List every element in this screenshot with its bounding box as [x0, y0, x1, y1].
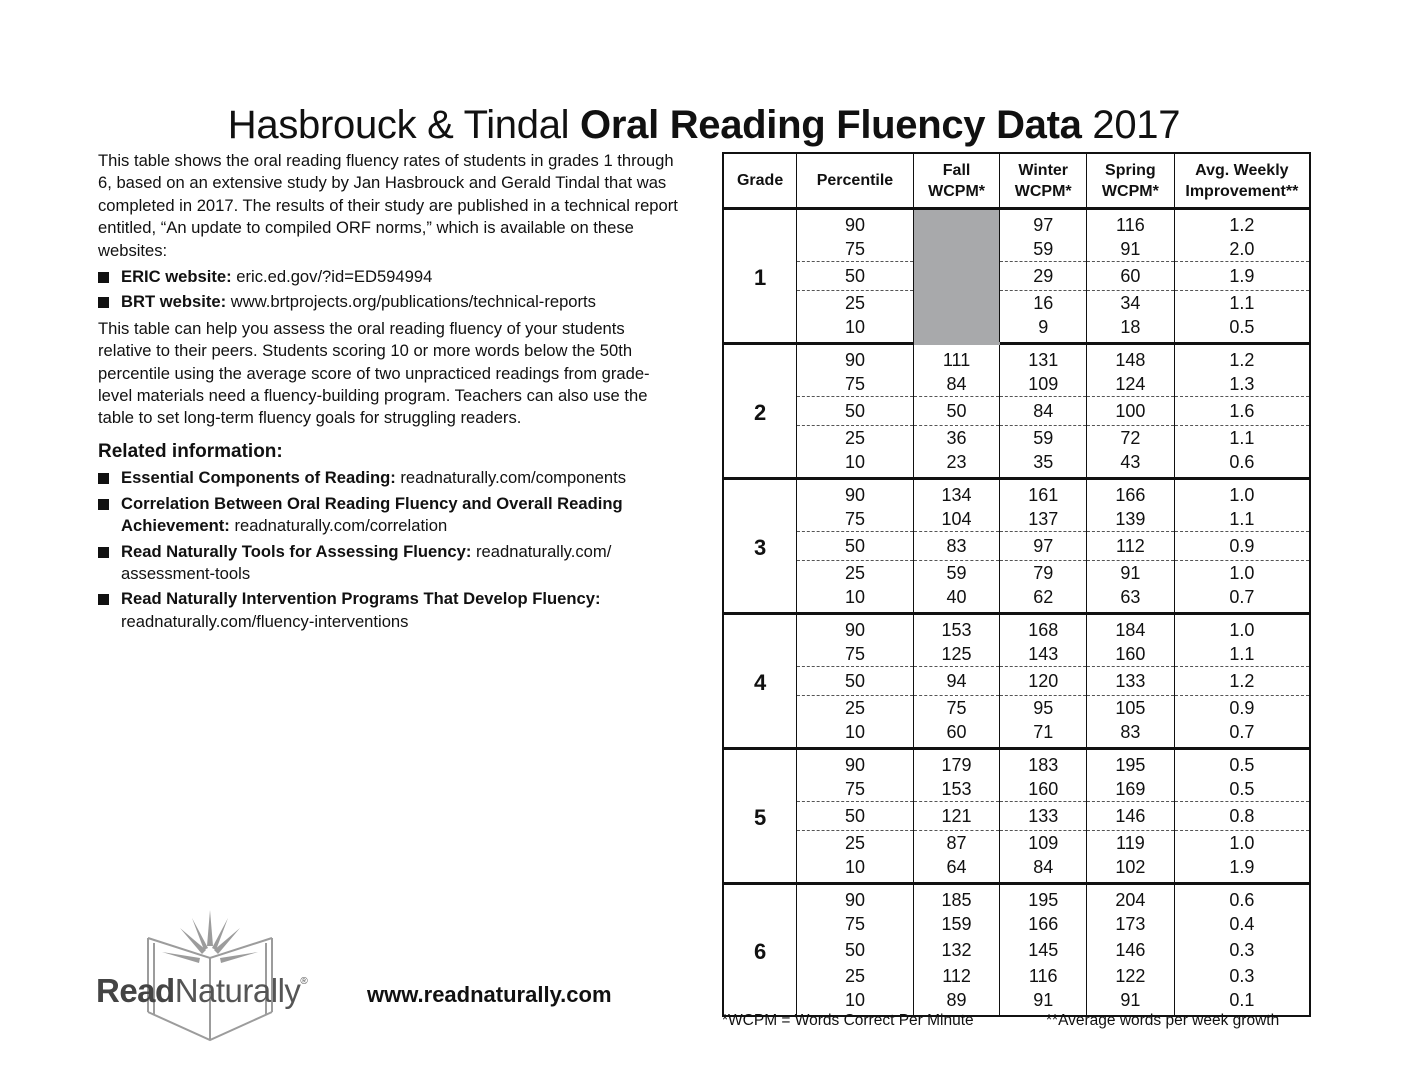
weekly-cell: 0.1 — [1174, 988, 1310, 1016]
spring-cell: 112 — [1087, 532, 1175, 561]
grade-cell: 1 — [723, 209, 797, 344]
footnote-average: **Average words per week growth — [1046, 1012, 1280, 1029]
percentile-cell: 90 — [797, 614, 914, 643]
percentile-cell: 75 — [797, 912, 914, 936]
fall-cell: 36 — [913, 426, 1000, 451]
winter-cell: 97 — [1000, 532, 1087, 561]
header-spring: Spring WCPM* — [1087, 153, 1175, 209]
spring-cell: 91 — [1087, 988, 1175, 1016]
table-row — [723, 749, 1310, 778]
related-item: Read Naturally Intervention Programs That Develop Fluency: readnaturally.com/fluency-interventions — [98, 588, 678, 633]
weekly-cell: 1.0 — [1174, 479, 1310, 508]
table-row — [723, 884, 1310, 913]
fall-cell — [913, 262, 1000, 291]
table-row — [723, 209, 1310, 238]
weekly-cell: 0.7 — [1174, 720, 1310, 749]
table-header-row — [723, 153, 1310, 209]
winter-cell: 109 — [1000, 372, 1087, 397]
fall-cell: 59 — [913, 561, 1000, 586]
related-link[interactable]: readnaturally.com/fluency-interventions — [121, 611, 409, 631]
fall-cell: 23 — [913, 450, 1000, 479]
percentile-cell: 10 — [797, 450, 914, 479]
weekly-cell: 0.5 — [1174, 777, 1310, 802]
weekly-cell: 1.1 — [1174, 426, 1310, 451]
spring-cell: 173 — [1087, 912, 1175, 936]
spring-cell: 102 — [1087, 855, 1175, 884]
percentile-cell: 25 — [797, 964, 914, 988]
table-row — [723, 507, 1310, 532]
winter-cell: 133 — [1000, 802, 1087, 831]
fall-cell: 60 — [913, 720, 1000, 749]
spring-cell: 169 — [1087, 777, 1175, 802]
table-row — [723, 696, 1310, 721]
percentile-cell: 75 — [797, 237, 914, 262]
winter-cell: 137 — [1000, 507, 1087, 532]
winter-cell: 59 — [1000, 237, 1087, 262]
spring-cell: 43 — [1087, 450, 1175, 479]
header-fall: Fall WCPM* — [913, 153, 1000, 209]
spring-cell: 91 — [1087, 237, 1175, 262]
weekly-cell: 0.3 — [1174, 964, 1310, 988]
website-url[interactable]: www.readnaturally.com — [367, 982, 612, 1007]
weekly-cell: 1.3 — [1174, 372, 1310, 397]
related-item: Read Naturally Tools for Assessing Fluency: readnaturally.com/ assessment-tools — [98, 541, 678, 586]
header-grade: Grade — [723, 153, 797, 209]
fall-cell: 112 — [913, 964, 1000, 988]
header-weekly: Avg. Weekly Improvement** — [1174, 153, 1310, 209]
table-row — [723, 426, 1310, 451]
percentile-cell: 75 — [797, 507, 914, 532]
winter-cell: 145 — [1000, 936, 1087, 964]
fall-cell: 132 — [913, 936, 1000, 964]
weekly-cell: 1.0 — [1174, 614, 1310, 643]
spring-cell: 124 — [1087, 372, 1175, 397]
winter-cell: 59 — [1000, 426, 1087, 451]
table-row — [723, 532, 1310, 561]
winter-cell: 79 — [1000, 561, 1087, 586]
website-item-brt: BRT website: www.brtprojects.org/publications/technical-reports — [98, 291, 678, 313]
fall-cell: 84 — [913, 372, 1000, 397]
weekly-cell: 0.4 — [1174, 912, 1310, 936]
winter-cell: 109 — [1000, 831, 1087, 856]
spring-cell: 18 — [1087, 315, 1175, 344]
fluency-table — [722, 152, 1311, 1017]
percentile-cell: 10 — [797, 720, 914, 749]
percentile-cell: 50 — [797, 802, 914, 831]
table-row — [723, 912, 1310, 936]
related-link[interactable]: readnaturally.com/correlation — [234, 516, 448, 536]
weekly-cell: 1.1 — [1174, 642, 1310, 667]
spring-cell: 34 — [1087, 291, 1175, 316]
eric-link[interactable]: eric.ed.gov/?id=ED594994 — [236, 267, 433, 287]
winter-cell: 97 — [1000, 209, 1087, 238]
weekly-cell: 0.5 — [1174, 749, 1310, 778]
grade-cell: 2 — [723, 344, 797, 479]
table-row — [723, 831, 1310, 856]
table-row — [723, 585, 1310, 614]
spring-cell: 139 — [1087, 507, 1175, 532]
spring-cell: 60 — [1087, 262, 1175, 291]
website-item-eric: ERIC website: eric.ed.gov/?id=ED594994 — [98, 266, 678, 288]
table-row — [723, 561, 1310, 586]
fall-cell: 83 — [913, 532, 1000, 561]
read-naturally-logo[interactable] — [92, 900, 332, 1050]
fall-cell: 134 — [913, 479, 1000, 508]
winter-cell: 71 — [1000, 720, 1087, 749]
fall-cell: 153 — [913, 614, 1000, 643]
table-row — [723, 614, 1310, 643]
related-list — [98, 467, 678, 633]
percentile-cell: 10 — [797, 585, 914, 614]
weekly-cell: 1.2 — [1174, 667, 1310, 696]
percentile-cell: 75 — [797, 777, 914, 802]
header-percentile: Percentile — [797, 153, 914, 209]
winter-cell: 131 — [1000, 344, 1087, 373]
weekly-cell: 0.9 — [1174, 532, 1310, 561]
fall-cell: 64 — [913, 855, 1000, 884]
fall-cell: 125 — [913, 642, 1000, 667]
percentile-cell: 75 — [797, 642, 914, 667]
weekly-cell: 0.8 — [1174, 802, 1310, 831]
percentile-cell: 10 — [797, 855, 914, 884]
spring-cell: 105 — [1087, 696, 1175, 721]
related-link[interactable]: readnaturally.com/ assessment-tools — [121, 541, 612, 583]
percentile-cell: 50 — [797, 532, 914, 561]
related-heading: Related information: — [98, 440, 283, 462]
weekly-cell: 1.2 — [1174, 344, 1310, 373]
fall-cell: 111 — [913, 344, 1000, 373]
spring-cell: 83 — [1087, 720, 1175, 749]
weekly-cell: 1.6 — [1174, 397, 1310, 426]
spring-cell: 133 — [1087, 667, 1175, 696]
table-row — [723, 642, 1310, 667]
table-row — [723, 450, 1310, 479]
percentile-cell: 25 — [797, 561, 914, 586]
spring-cell: 204 — [1087, 884, 1175, 913]
winter-cell: 168 — [1000, 614, 1087, 643]
related-item: Essential Components of Reading: readnaturally.com/components — [98, 467, 678, 489]
winter-cell: 29 — [1000, 262, 1087, 291]
fall-cell: 153 — [913, 777, 1000, 802]
website-list — [98, 266, 678, 314]
fall-cell: 50 — [913, 397, 1000, 426]
weekly-cell: 2.0 — [1174, 237, 1310, 262]
weekly-cell: 1.2 — [1174, 209, 1310, 238]
grade-cell: 6 — [723, 884, 797, 1017]
weekly-cell: 1.1 — [1174, 291, 1310, 316]
percentile-cell: 90 — [797, 209, 914, 238]
winter-cell: 183 — [1000, 749, 1087, 778]
related-item: Correlation Between Oral Reading Fluency and Overall Reading Achievement: readnaturally.com/correlation — [98, 493, 678, 538]
fall-cell: 185 — [913, 884, 1000, 913]
spring-cell: 146 — [1087, 802, 1175, 831]
page-title: Hasbrouck & Tindal Oral Reading Fluency Data 2017 — [227, 102, 1181, 147]
spring-cell: 72 — [1087, 426, 1175, 451]
intro-paragraph: This table shows the oral reading fluency rates of students in grades 1 through 6, based on an extensive study by Jan Hasbrouck and Gerald Tindal that was completed in 2017. The results of their study are published in a technical report entitled, “An update to compiled ORF norms,” which is available on these websites: — [98, 151, 678, 260]
description-column — [98, 150, 678, 637]
fall-cell: 179 — [913, 749, 1000, 778]
fall-cell — [913, 209, 1000, 238]
table-row — [723, 262, 1310, 291]
table-row — [723, 720, 1310, 749]
percentile-cell: 25 — [797, 291, 914, 316]
winter-cell: 16 — [1000, 291, 1087, 316]
fall-cell — [913, 237, 1000, 262]
spring-cell: 122 — [1087, 964, 1175, 988]
table-row — [723, 855, 1310, 884]
percentile-cell: 10 — [797, 988, 914, 1016]
percentile-cell: 90 — [797, 749, 914, 778]
percentile-cell: 90 — [797, 479, 914, 508]
percentile-cell: 25 — [797, 831, 914, 856]
fall-cell: 159 — [913, 912, 1000, 936]
percentile-cell: 10 — [797, 315, 914, 344]
fall-cell: 94 — [913, 667, 1000, 696]
logo-wordmark: ReadNaturally® — [96, 972, 308, 1009]
winter-cell: 84 — [1000, 855, 1087, 884]
weekly-cell: 0.5 — [1174, 315, 1310, 344]
table-row — [723, 479, 1310, 508]
winter-cell: 35 — [1000, 450, 1087, 479]
table-row — [723, 667, 1310, 696]
table-body — [723, 209, 1310, 1017]
fall-cell: 40 — [913, 585, 1000, 614]
table-row — [723, 964, 1310, 988]
assess-paragraph: This table can help you assess the oral reading fluency of your students relative to their peers. Students scoring 10 or more words below the 50th percentile using the average score of two unpracticed readings from grade-level materials need a fluency-building program. Teachers can also use the table to set long-term fluency goals for struggling readers. — [98, 318, 650, 428]
spring-cell: 160 — [1087, 642, 1175, 667]
fall-cell — [913, 291, 1000, 316]
percentile-cell: 50 — [797, 667, 914, 696]
winter-cell: 195 — [1000, 884, 1087, 913]
spring-cell: 100 — [1087, 397, 1175, 426]
fall-cell: 121 — [913, 802, 1000, 831]
brt-link[interactable]: www.brtprojects.org/publications/technical-reports — [230, 292, 596, 312]
spring-cell: 166 — [1087, 479, 1175, 508]
fall-cell: 104 — [913, 507, 1000, 532]
percentile-cell: 50 — [797, 262, 914, 291]
percentile-cell: 50 — [797, 936, 914, 964]
weekly-cell: 1.9 — [1174, 855, 1310, 884]
percentile-cell: 50 — [797, 397, 914, 426]
spring-cell: 119 — [1087, 831, 1175, 856]
weekly-cell: 0.3 — [1174, 936, 1310, 964]
spring-cell: 184 — [1087, 614, 1175, 643]
percentile-cell: 90 — [797, 884, 914, 913]
spring-cell: 148 — [1087, 344, 1175, 373]
grade-cell: 3 — [723, 479, 797, 614]
header-winter: Winter WCPM* — [1000, 153, 1087, 209]
table-row — [723, 802, 1310, 831]
winter-cell: 91 — [1000, 988, 1087, 1016]
weekly-cell: 1.0 — [1174, 561, 1310, 586]
fall-cell — [913, 315, 1000, 344]
related-link[interactable]: readnaturally.com/components — [400, 468, 627, 488]
winter-cell: 160 — [1000, 777, 1087, 802]
fall-cell: 89 — [913, 988, 1000, 1016]
winter-cell: 120 — [1000, 667, 1087, 696]
grade-cell: 5 — [723, 749, 797, 884]
fall-cell: 87 — [913, 831, 1000, 856]
percentile-cell: 90 — [797, 344, 914, 373]
winter-cell: 143 — [1000, 642, 1087, 667]
winter-cell: 166 — [1000, 912, 1087, 936]
table-row — [723, 237, 1310, 262]
percentile-cell: 25 — [797, 696, 914, 721]
weekly-cell: 0.6 — [1174, 450, 1310, 479]
percentile-cell: 25 — [797, 426, 914, 451]
winter-cell: 62 — [1000, 585, 1087, 614]
winter-cell: 95 — [1000, 696, 1087, 721]
table-row — [723, 344, 1310, 373]
winter-cell: 116 — [1000, 964, 1087, 988]
weekly-cell: 0.7 — [1174, 585, 1310, 614]
spring-cell: 63 — [1087, 585, 1175, 614]
grade-cell: 4 — [723, 614, 797, 749]
percentile-cell: 75 — [797, 372, 914, 397]
winter-cell: 84 — [1000, 397, 1087, 426]
fluency-table-container — [722, 152, 1311, 1017]
weekly-cell: 1.0 — [1174, 831, 1310, 856]
table-row — [723, 291, 1310, 316]
weekly-cell: 0.6 — [1174, 884, 1310, 913]
spring-cell: 195 — [1087, 749, 1175, 778]
spring-cell: 116 — [1087, 209, 1175, 238]
table-row — [723, 315, 1310, 344]
weekly-cell: 0.9 — [1174, 696, 1310, 721]
spring-cell: 146 — [1087, 936, 1175, 964]
table-row — [723, 777, 1310, 802]
fall-cell: 75 — [913, 696, 1000, 721]
winter-cell: 9 — [1000, 315, 1087, 344]
weekly-cell: 1.9 — [1174, 262, 1310, 291]
table-row — [723, 936, 1310, 964]
winter-cell: 161 — [1000, 479, 1087, 508]
table-row — [723, 372, 1310, 397]
footnote-wcpm: *WCPM = Words Correct Per Minute — [722, 1012, 974, 1029]
spring-cell: 91 — [1087, 561, 1175, 586]
weekly-cell: 1.1 — [1174, 507, 1310, 532]
table-row — [723, 397, 1310, 426]
